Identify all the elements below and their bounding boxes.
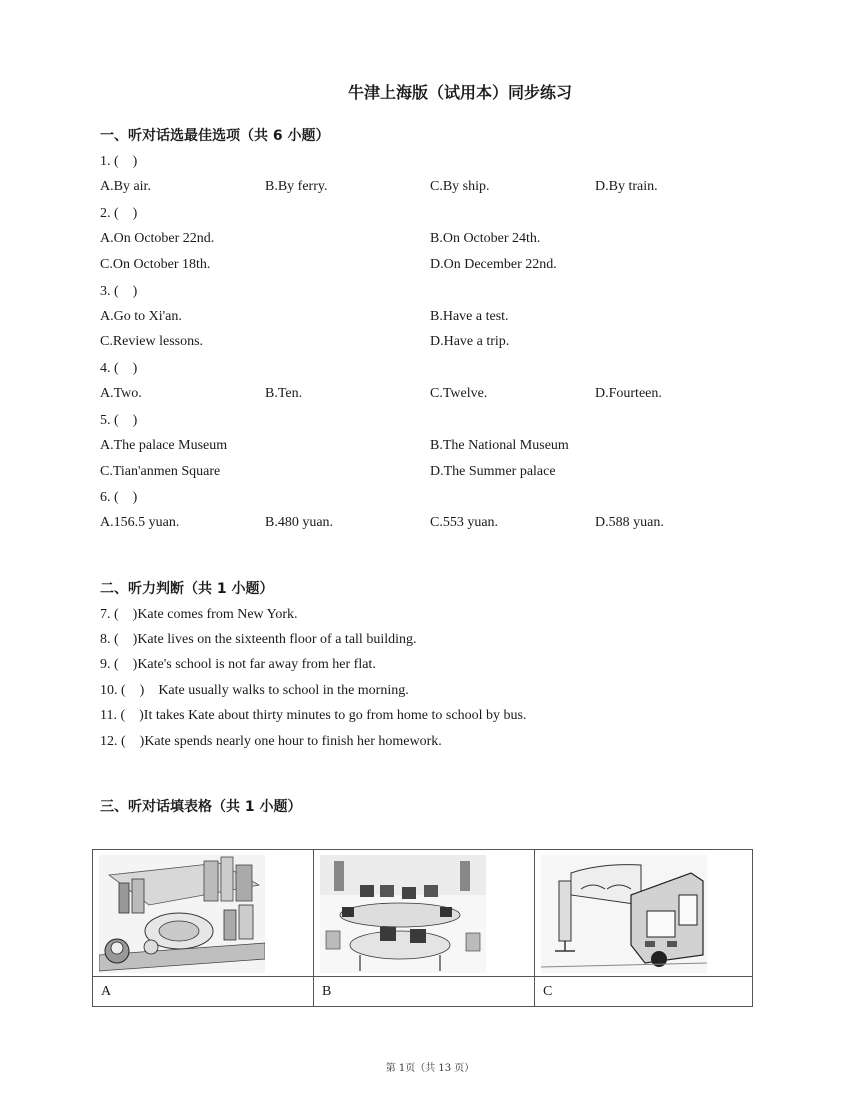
page-footer: 第 1页（共 13 页） (385, 1063, 475, 1074)
option-a: A.By air. (100, 179, 151, 194)
option-d: D.Fourteen. (595, 386, 662, 401)
option-a: A.Go to Xi'an. (100, 309, 182, 324)
judgement-item: 12. ( )Kate spends nearly one hour to finish her homework. (100, 734, 442, 749)
option-b: B.Have a test. (430, 309, 509, 324)
option-c: C.Tian'anmen Square (100, 464, 221, 479)
page-title: 牛津上海版（试用本）同步练习 (347, 83, 572, 102)
option-c: C.By ship. (430, 179, 490, 194)
option-a: A.156.5 yuan. (100, 515, 180, 530)
judgement-item: 7. ( )Kate comes from New York. (100, 607, 298, 622)
picture-label-a: A (93, 977, 314, 1007)
section-heading-1: 一、听对话选最佳选项（共 6 小题） (100, 128, 330, 144)
bus-stop-image (541, 855, 707, 973)
option-d: D.588 yuan. (595, 515, 664, 530)
question-number: 2. ( ) (100, 206, 138, 221)
section-heading-2: 二、听力判断（共 1 小题） (100, 581, 274, 597)
judgement-item: 9. ( )Kate's school is not far away from her flat. (100, 657, 376, 672)
option-b: B.On October 24th. (430, 231, 541, 246)
judgement-item: 11. ( )It takes Kate about thirty minutes to go from home to school by bus. (100, 708, 527, 723)
question-number: 1. ( ) (100, 154, 138, 169)
option-d: D.By train. (595, 179, 658, 194)
option-d: D.On December 22nd. (430, 257, 557, 272)
option-b: B.By ferry. (265, 179, 328, 194)
option-c: C.Review lessons. (100, 334, 204, 349)
picture-cell-c (535, 850, 753, 977)
option-c: C.Twelve. (430, 386, 488, 401)
option-c: C.On October 18th. (100, 257, 211, 272)
city-map-image (99, 855, 265, 973)
judgement-item: 10. ( ) Kate usually walks to school in the morning. (100, 683, 409, 698)
option-b: B.480 yuan. (265, 515, 334, 530)
option-a: A.The palace Museum (100, 438, 228, 453)
judgement-item: 8. ( )Kate lives on the sixteenth floor of a tall building. (100, 632, 417, 647)
question-number: 3. ( ) (100, 284, 138, 299)
picture-cell-a (93, 850, 314, 977)
question-number: 5. ( ) (100, 413, 138, 428)
option-b: B.Ten. (265, 386, 303, 401)
option-d: D.The Summer palace (430, 464, 556, 479)
option-d: D.Have a trip. (430, 334, 510, 349)
section-heading-3: 三、听对话填表格（共 1 小题） (100, 799, 302, 815)
picture-label-b: B (314, 977, 535, 1007)
option-b: B.The National Museum (430, 438, 569, 453)
option-c: C.553 yuan. (430, 515, 499, 530)
option-a: A.Two. (100, 386, 142, 401)
computer-room-image (320, 855, 486, 973)
question-number: 6. ( ) (100, 490, 138, 505)
picture-table (92, 849, 753, 1007)
question-number: 4. ( ) (100, 361, 138, 376)
option-a: A.On October 22nd. (100, 231, 215, 246)
picture-cell-b (314, 850, 535, 977)
picture-label-c: C (535, 977, 753, 1007)
